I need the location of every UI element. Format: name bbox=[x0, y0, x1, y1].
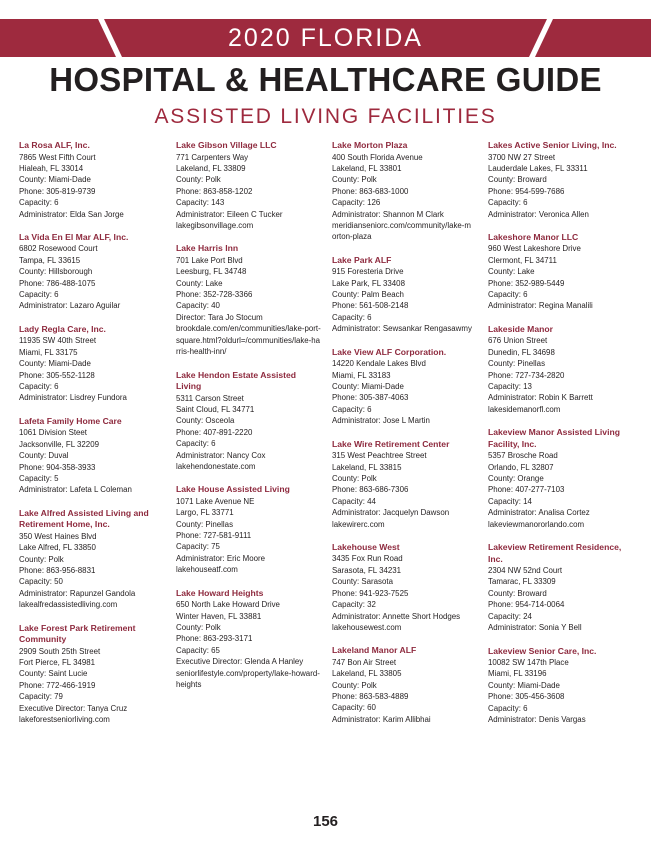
facility-detail-line: Lake Park, FL 33408 bbox=[332, 278, 405, 288]
facility-detail-line: Phone: 352-989-5449 bbox=[488, 278, 565, 288]
facility-detail-line: Phone: 407-277-7103 bbox=[488, 485, 565, 495]
facility-listing bbox=[176, 243, 322, 357]
facility-detail-line: County: Hillsborough bbox=[19, 267, 93, 277]
facility-detail-line: Capacity: 6 bbox=[488, 703, 528, 713]
facility-detail-line: Phone: 561-508-2148 bbox=[332, 301, 409, 311]
facility-detail-line: Phone: 863-956-8831 bbox=[19, 565, 96, 575]
facility-detail-line: 1061 Division Steet bbox=[19, 428, 87, 438]
facility-detail-line: brookdale.com/en/communities/lake-port-square.html?oldurl=/communities/lake-harris-health-inn/ bbox=[176, 324, 321, 357]
facility-detail-line: Administrator: Karim Allibhai bbox=[332, 714, 431, 724]
facility-detail-line: Phone: 954-714-0064 bbox=[488, 600, 565, 610]
facility-name: Lake View ALF Corporation. bbox=[332, 346, 447, 357]
facility-name: Lake Morton Plaza bbox=[332, 140, 408, 150]
facility-detail-line: Capacity: 5 bbox=[19, 473, 59, 483]
facility-detail-line: 5311 Carson Street bbox=[176, 393, 244, 403]
facility-detail-line: County: Pinellas bbox=[488, 359, 546, 369]
facility-detail-line: Administrator: Robin K Barrett bbox=[488, 393, 593, 403]
facility-detail-line: Director: Tara Jo Stocum bbox=[176, 312, 263, 322]
listing-column-2 bbox=[176, 140, 322, 702]
facility-detail-line: County: Lake bbox=[176, 278, 223, 288]
facility-detail-line: Administrator: Lisdrey Fundora bbox=[19, 393, 127, 403]
facility-detail-line: Capacity: 14 bbox=[488, 496, 532, 506]
facility-detail-line: meridianseniorc.com/community/lake-morton-plaza bbox=[332, 220, 472, 242]
facility-detail-line: Administrator: Rapunzel Gandola bbox=[19, 588, 136, 598]
facility-detail-line: Tampa, FL 33615 bbox=[19, 255, 81, 265]
facility-detail-line: County: Miami-Dade bbox=[19, 175, 91, 185]
facility-detail-line: Phone: 863-858-1202 bbox=[176, 186, 253, 196]
banner-title: 2020 FLORIDA bbox=[228, 24, 423, 52]
facility-detail-line: County: Miami-Dade bbox=[332, 382, 404, 391]
facility-name: Lake Gibson Village LLC bbox=[176, 140, 277, 150]
facility-listing bbox=[332, 347, 472, 427]
facility-detail-line: Administrator: Lafeta L Coleman bbox=[19, 485, 132, 495]
facility-detail-line: Capacity: 60 bbox=[332, 703, 376, 713]
facility-detail-line: 771 Carpenters Way bbox=[176, 152, 249, 162]
facility-name: Lady Regla Care, Inc. bbox=[19, 323, 106, 334]
facility-detail-line: 701 Lake Port Blvd bbox=[176, 255, 243, 265]
facility-listing bbox=[488, 542, 636, 633]
facility-detail-line: Capacity: 6 bbox=[19, 382, 59, 391]
facility-name: Lake Harris Inn bbox=[176, 243, 239, 254]
facility-name: Lake House Assisted Living bbox=[176, 484, 290, 495]
facility-detail-line: Executive Director: Tanya Cruz bbox=[19, 703, 128, 713]
facility-listing bbox=[332, 542, 472, 633]
facility-detail-line: 3435 Fox Run Road bbox=[332, 554, 403, 564]
facility-detail-line: County: Polk bbox=[332, 175, 377, 185]
facility-detail-line: Capacity: 32 bbox=[332, 600, 376, 610]
facility-name: La Rosa ALF, Inc. bbox=[19, 140, 90, 150]
facility-detail-line: Tamarac, FL 33309 bbox=[488, 577, 556, 587]
facility-detail-line: seniorlifestyle.com/property/lake-howard-heights bbox=[176, 668, 320, 690]
facility-detail-line: Administrator: Regina Manalili bbox=[488, 301, 593, 311]
facility-detail-line: Miami, FL 33175 bbox=[19, 347, 78, 357]
facility-detail-line: Capacity: 6 bbox=[332, 404, 372, 414]
facility-name: Lakeview Manor Assisted Living Facility, Inc. bbox=[488, 427, 620, 449]
facility-listing bbox=[176, 484, 322, 575]
facility-detail-line: 3700 NW 27 Street bbox=[488, 152, 556, 162]
facility-detail-line: Lakeland, FL 33805 bbox=[332, 669, 402, 679]
facility-detail-line: County: Broward bbox=[488, 588, 547, 598]
facility-detail-line: 676 Union Street bbox=[488, 336, 548, 346]
facility-detail-line: Dunedin, FL 34698 bbox=[488, 347, 555, 357]
facility-name: La Vida En El Mar ALF, Inc. bbox=[19, 231, 129, 242]
facility-listing bbox=[19, 324, 159, 404]
facility-listing bbox=[332, 255, 472, 335]
facility-detail-line: 14220 Kendale Lakes Blvd bbox=[332, 359, 426, 369]
facility-detail-line: County: Polk bbox=[332, 680, 377, 690]
facility-detail-line: lakehendonestate.com bbox=[176, 461, 256, 471]
facility-name: Lakes Active Senior Living, Inc. bbox=[488, 140, 617, 150]
facility-detail-line: County: Polk bbox=[332, 473, 377, 483]
facility-listing bbox=[19, 232, 159, 312]
facility-detail-line: County: Broward bbox=[488, 175, 547, 185]
facility-listing bbox=[19, 623, 159, 726]
facility-detail-line: County: Osceola bbox=[176, 416, 235, 426]
facility-detail-line: Lake Alfred, FL 33850 bbox=[19, 543, 96, 553]
facility-detail-line: Capacity: 13 bbox=[488, 382, 532, 391]
facility-detail-line: Phone: 305-387-4063 bbox=[332, 393, 409, 403]
facility-detail-line: Capacity: 79 bbox=[19, 692, 63, 702]
facility-detail-line: Capacity: 6 bbox=[176, 439, 216, 449]
facility-detail-line: Administrator: Sewsankar Rengasawmy bbox=[332, 324, 472, 334]
facility-detail-line: Administrator: Nancy Cox bbox=[176, 450, 266, 460]
facility-detail-line: Miami, FL 33196 bbox=[488, 669, 547, 679]
facility-detail-line: Clermont, FL 34711 bbox=[488, 255, 557, 265]
facility-name: Lakeland Manor ALF bbox=[332, 645, 417, 656]
facility-detail-line: County: Lake bbox=[488, 267, 535, 277]
page-title: HOSPITAL & HEALTHCARE GUIDE bbox=[49, 61, 602, 98]
facility-detail-line: Phone: 863-583-4889 bbox=[332, 692, 409, 702]
facility-detail-line: Leesburg, FL 34748 bbox=[176, 267, 247, 277]
facility-listing bbox=[488, 232, 636, 312]
facility-detail-line: Capacity: 143 bbox=[176, 198, 225, 208]
facility-detail-line: Administrator: Denis Vargas bbox=[488, 715, 586, 725]
facility-detail-line: Phone: 407-891-2220 bbox=[176, 427, 253, 437]
facility-detail-line: Saint Cloud, FL 34771 bbox=[176, 404, 255, 414]
facility-detail-line: lakewirerc.com bbox=[332, 519, 385, 529]
facility-detail-line: Winter Haven, FL 33881 bbox=[176, 611, 262, 621]
facility-detail-line: Administrator: Eileen C Tucker bbox=[176, 209, 283, 219]
facility-detail-line: lakeviewmanororlando.com bbox=[488, 519, 585, 529]
listing-column-1 bbox=[19, 140, 159, 737]
facility-detail-line: Phone: 727-581-9111 bbox=[176, 531, 252, 541]
facility-detail-line: County: Palm Beach bbox=[332, 290, 404, 300]
facility-listing bbox=[488, 427, 636, 530]
facility-name: Lake Hendon Estate Assisted Living bbox=[176, 369, 297, 391]
facility-detail-line: County: Miami-Dade bbox=[19, 359, 91, 369]
facility-detail-line: 315 West Peachtree Street bbox=[332, 451, 427, 461]
facility-detail-line: County: Orange bbox=[488, 474, 544, 484]
facility-detail-line: Phone: 305-456-3608 bbox=[488, 692, 565, 702]
facility-detail-line: Phone: 305-819-9739 bbox=[19, 186, 96, 196]
facility-listing bbox=[176, 140, 322, 231]
facility-detail-line: Capacity: 6 bbox=[488, 290, 528, 300]
facility-detail-line: Executive Director: Glenda A Hanley bbox=[176, 657, 304, 667]
facility-detail-line: Administrator: Jose L Martin bbox=[332, 416, 430, 426]
facility-detail-line: Phone: 786-488-1075 bbox=[19, 278, 96, 288]
facility-detail-line: Lakeland, FL 33809 bbox=[176, 163, 246, 173]
facility-detail-line: 10082 SW 147th Place bbox=[488, 658, 569, 667]
facility-detail-line: Lakeland, FL 33815 bbox=[332, 462, 402, 472]
facility-name: Lakehouse West bbox=[332, 541, 400, 552]
facility-listing bbox=[488, 140, 636, 220]
facility-detail-line: Lauderdale Lakes, FL 33311 bbox=[488, 163, 588, 173]
facility-name: Lake Wire Retirement Center bbox=[332, 438, 450, 449]
facility-detail-line: County: Polk bbox=[176, 175, 221, 185]
facility-detail-line: Administrator: Jacquelyn Dawson bbox=[332, 508, 450, 518]
facility-detail-line: 1071 Lake Avenue NE bbox=[176, 496, 255, 506]
facility-detail-line: lakegibsonvillage.com bbox=[176, 220, 254, 230]
facility-listing bbox=[332, 645, 472, 725]
facility-detail-line: lakehousewest.com bbox=[332, 622, 402, 632]
facility-detail-line: 11935 SW 40th Street bbox=[19, 336, 97, 346]
facility-detail-line: Capacity: 75 bbox=[176, 542, 220, 552]
facility-detail-line: 2909 South 25th Street bbox=[19, 646, 101, 656]
facility-name: Lakeshore Manor LLC bbox=[488, 231, 579, 242]
facility-detail-line: Administrator: Lazaro Aguilar bbox=[19, 301, 121, 311]
facility-detail-line: Phone: 863-293-3171 bbox=[176, 634, 253, 644]
facility-detail-line: County: Miami-Dade bbox=[488, 680, 560, 690]
facility-detail-line: 650 North Lake Howard Drive bbox=[176, 600, 280, 610]
facility-detail-line: County: Pinellas bbox=[176, 519, 234, 529]
facility-detail-line: Administrator: Elda San Jorge bbox=[19, 209, 124, 219]
facility-detail-line: 6802 Rosewood Court bbox=[19, 244, 98, 254]
facility-detail-line: Administrator: Veronica Allen bbox=[488, 209, 589, 219]
facility-detail-line: County: Duval bbox=[19, 451, 69, 461]
facility-detail-line: 7865 West Fifth Court bbox=[19, 152, 96, 162]
facility-name: Lake Forest Park Retirement Community bbox=[19, 622, 136, 645]
facility-listing bbox=[19, 140, 159, 220]
facility-detail-line: 400 South Florida Avenue bbox=[332, 152, 423, 162]
facility-detail-line: lakeforestseniorliving.com bbox=[19, 715, 110, 725]
facility-listing bbox=[176, 370, 322, 473]
facility-detail-line: Capacity: 24 bbox=[488, 611, 532, 621]
facility-detail-line: Capacity: 65 bbox=[176, 645, 220, 655]
facility-listing bbox=[19, 508, 159, 611]
facility-detail-line: County: Saint Lucie bbox=[19, 669, 88, 679]
facility-listing bbox=[19, 416, 159, 496]
facility-detail-line: Administrator: Shannon M Clark bbox=[332, 209, 444, 219]
facility-detail-line: 2304 NW 52nd Court bbox=[488, 566, 563, 576]
facility-detail-line: Phone: 904-358-3933 bbox=[19, 462, 96, 472]
facility-detail-line: Capacity: 44 bbox=[332, 496, 376, 506]
facility-detail-line: County: Sarasota bbox=[332, 577, 393, 587]
facility-detail-line: Capacity: 50 bbox=[19, 577, 63, 587]
facility-name: Lakeside Manor bbox=[488, 323, 553, 334]
facility-listing bbox=[332, 439, 472, 530]
facility-detail-line: 960 West Lakeshore Drive bbox=[488, 244, 581, 254]
listing-column-4 bbox=[488, 140, 636, 737]
facility-listing bbox=[488, 324, 636, 415]
facility-detail-line: Phone: 941-923-7525 bbox=[332, 588, 409, 598]
facility-detail-line: Largo, FL 33771 bbox=[176, 508, 234, 518]
facility-detail-line: 747 Bon Air Street bbox=[332, 657, 397, 667]
facility-name: Lake Howard Heights bbox=[176, 587, 264, 598]
facility-listing bbox=[332, 140, 472, 243]
facility-detail-line: Phone: 863-686-7306 bbox=[332, 485, 409, 495]
facility-detail-line: Capacity: 40 bbox=[176, 301, 220, 311]
facility-detail-line: lakesidemanorfl.com bbox=[488, 404, 561, 414]
facility-detail-line: Administrator: Analisa Cortez bbox=[488, 508, 590, 518]
facility-name: Lafeta Family Home Care bbox=[19, 415, 122, 426]
facility-detail-line: 350 West Haines Blvd bbox=[19, 531, 97, 541]
facility-detail-line: lakehouseatf.com bbox=[176, 565, 238, 575]
section-subtitle: ASSISTED LIVING FACILITIES bbox=[154, 105, 497, 128]
facility-detail-line: Phone: 305-552-1128 bbox=[19, 370, 95, 380]
facility-detail-line: Capacity: 6 bbox=[19, 290, 59, 300]
facility-detail-line: Jacksonville, FL 32209 bbox=[19, 439, 99, 449]
facility-detail-line: Phone: 954-599-7686 bbox=[488, 186, 565, 196]
facility-detail-line: Capacity: 6 bbox=[332, 312, 372, 322]
facility-detail-line: Fort Pierce, FL 34981 bbox=[19, 658, 96, 667]
facility-name: Lake Alfred Assisted Living and Retirement Home, Inc. bbox=[19, 507, 149, 530]
facility-detail-line: Phone: 727-734-2820 bbox=[488, 370, 565, 380]
facility-detail-line: County: Polk bbox=[176, 623, 221, 632]
facility-detail-line: Administrator: Eric Moore bbox=[176, 553, 266, 563]
facility-detail-line: Capacity: 6 bbox=[19, 198, 59, 208]
facility-detail-line: Administrator: Sonia Y Bell bbox=[488, 623, 582, 633]
facility-detail-line: Capacity: 6 bbox=[488, 198, 528, 208]
page-number: 156 bbox=[312, 813, 339, 830]
facility-detail-line: lakealfredassistedliving.com bbox=[19, 600, 118, 610]
header-banner bbox=[0, 19, 651, 57]
facility-name: Lake Park ALF bbox=[332, 254, 392, 265]
facility-detail-line: County: Polk bbox=[19, 554, 64, 564]
facility-listing bbox=[488, 646, 636, 726]
facility-name: Lakeview Retirement Residence, Inc. bbox=[488, 542, 622, 564]
facility-detail-line: Phone: 772-466-1919 bbox=[19, 680, 96, 690]
facility-detail-line: Phone: 863-683-1000 bbox=[332, 186, 409, 196]
facility-detail-line: Hialeah, FL 33014 bbox=[19, 163, 84, 173]
facility-detail-line: Sarasota, FL 34231 bbox=[332, 565, 402, 575]
facility-detail-line: Orlando, FL 32807 bbox=[488, 462, 554, 472]
listing-column-3 bbox=[332, 140, 472, 737]
facility-listing bbox=[176, 588, 322, 691]
facility-detail-line: 5357 Brosche Road bbox=[488, 451, 558, 461]
facility-detail-line: Miami, FL 33183 bbox=[332, 370, 391, 380]
facility-detail-line: Administrator: Annette Short Hodges bbox=[332, 611, 461, 621]
facility-detail-line: Capacity: 126 bbox=[332, 198, 381, 208]
facility-detail-line: Phone: 352-728-3366 bbox=[176, 290, 253, 300]
facility-detail-line: 915 Foresteria Drive bbox=[332, 267, 404, 277]
facility-name: Lakeview Senior Care, Inc. bbox=[488, 645, 597, 656]
facility-detail-line: Lakeland, FL 33801 bbox=[332, 163, 402, 173]
